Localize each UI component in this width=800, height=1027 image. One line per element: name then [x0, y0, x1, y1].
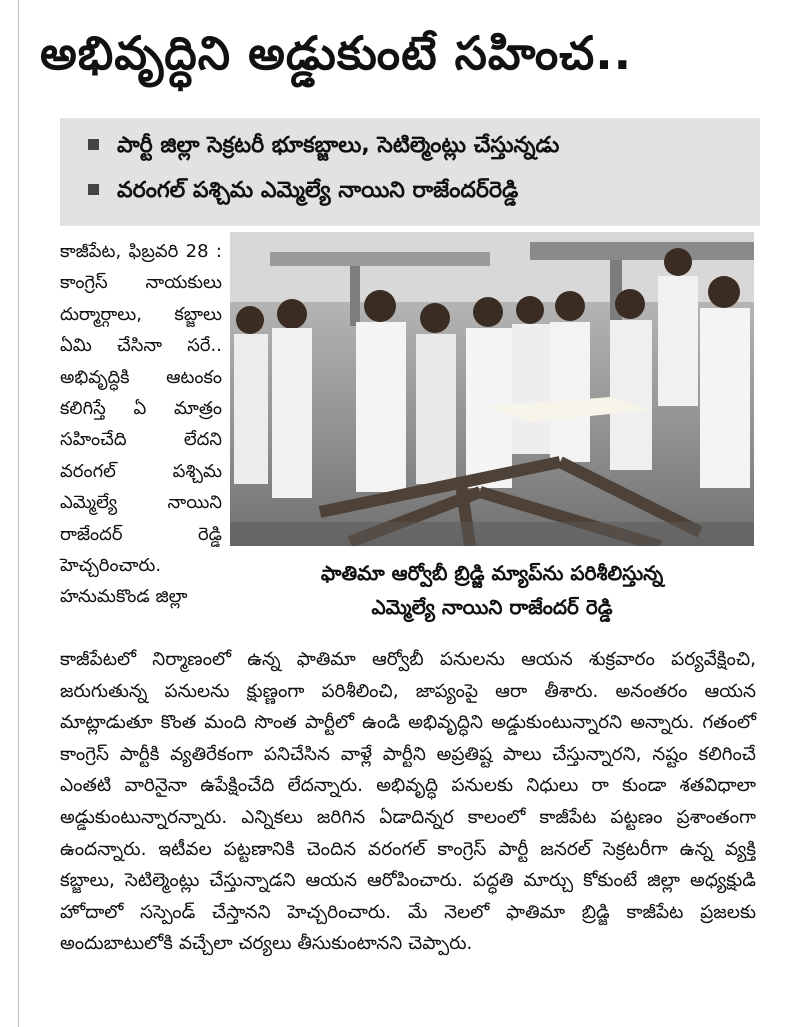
ground [230, 522, 754, 546]
bridge-beam [270, 252, 490, 266]
subheadline-2-text: వరంగల్ పశ్చిమ ఎమ్మెల్యే నాయిని రాజేందర్‌రెడ్డి [117, 178, 519, 203]
subheadline-box [60, 118, 760, 226]
subheadline-1 [88, 131, 559, 161]
article-body [60, 644, 756, 960]
square-bullet-icon [88, 184, 99, 195]
bridge-deck [530, 242, 754, 260]
subheadline-2 [88, 176, 518, 206]
left-column-rule [18, 0, 19, 1027]
narrow-column-text [60, 236, 222, 613]
caption-line-2: ఎమ్మెల్యే నాయిని రాజేందర్ రెడ్డి [371, 595, 613, 619]
article-headline: అభివృద్ధిని అడ్డుకుంటే సహించ.. [40, 26, 633, 80]
article-body-paragraph: కాజీపేటలో నిర్మాణంలో ఉన్న ఫాతిమా ఆర్వోబీ పనులను ఆయన శుక్రవారం పర్యవేక్షించి, జరుగుతున్న పనులను క్షుణ్ణంగా పరిశీలించి, జాప్యంపై ఆరా తీశారు. అనంతరం ఆయన మాట్లాడుతూ కొంత మంది సొంత పార్టీలో ఉండి అభివృద్ధిని అడ్డుకుంటున్నారని అన్నారు. గతంలో కాంగ్రెస్ పార్టీకి వ్యతిరేకంగా పనిచేసిన వాళ్లే పార్టీని అప్రతిష్ట పాలు చేస్తున్నారని, నష్టం కలిగించే ఎంతటి వారినైనా ఉపేక్షించేది లేదన్నారు. అభివృద్ధి పనులకు నిధులు రా కుండా శతవిధాలా అడ్డుకుంటున్నారన్నారు. ఎన్నికలు జరిగిన ఏడాదిన్నర కాలంలో కాజీపేట పట్టణం ప్రశాంతంగా ఉందన్నారు. ఇటీవల పట్టణానికి చెందిన వరంగల్ కాంగ్రెస్ పార్టీ జనరల్ సెక్రటరీగా ఉన్న వ్యక్తి కబ్జాలు, సెటిల్మెంట్లు చేస్తున్నాడని ఆయన ఆరోపించారు. పద్ధతి మార్చు కోకుంటే జిల్లా అధ్యక్షుడి హోదాలో సస్పెండ్ చేస్తానని హెచ్చరించారు. మే నెలలో ఫాతిమా బ్రిడ్జి కాజీపేట ప్రజలకు అందుబాటులోకి వచ్చేలా చర్యలు తీసుకుంటానని చెప్పారు. [60, 649, 756, 955]
subheadline-1-text: పార్టీ జిల్లా సెక్రటరీ భూకబ్జాలు, సెటిల్మెంట్లు చేస్తున్నడు [117, 133, 560, 158]
caption-line-1: ఫాతిమా ఆర్వోబీ బ్రిడ్జి మ్యాప్‌ను పరిశీలిస్తున్న [320, 561, 664, 585]
dateline: కాజీపేట, ఫిబ్రవరి 28 : [60, 241, 222, 262]
photo-caption [230, 546, 754, 630]
column-paragraph: కాంగ్రెస్ నాయకులు దుర్మార్గాలు, కబ్జాలు ఏమి చేసినా సరే.. అభివృద్ధికి ఆటంకం కలిగిస్తే ఏ మాత్రం సహించేది లేదని వరంగల్ పశ్చిమ ఎమ్మెల్యే నాయిని రాజేందర్ రెడ్డి హెచ్చరించారు. హనుమకొండ జిల్లా [60, 272, 222, 608]
square-bullet-icon [88, 139, 99, 150]
news-photo [230, 232, 754, 546]
photo-illustration [230, 232, 754, 546]
bridge-pillar [350, 266, 360, 326]
